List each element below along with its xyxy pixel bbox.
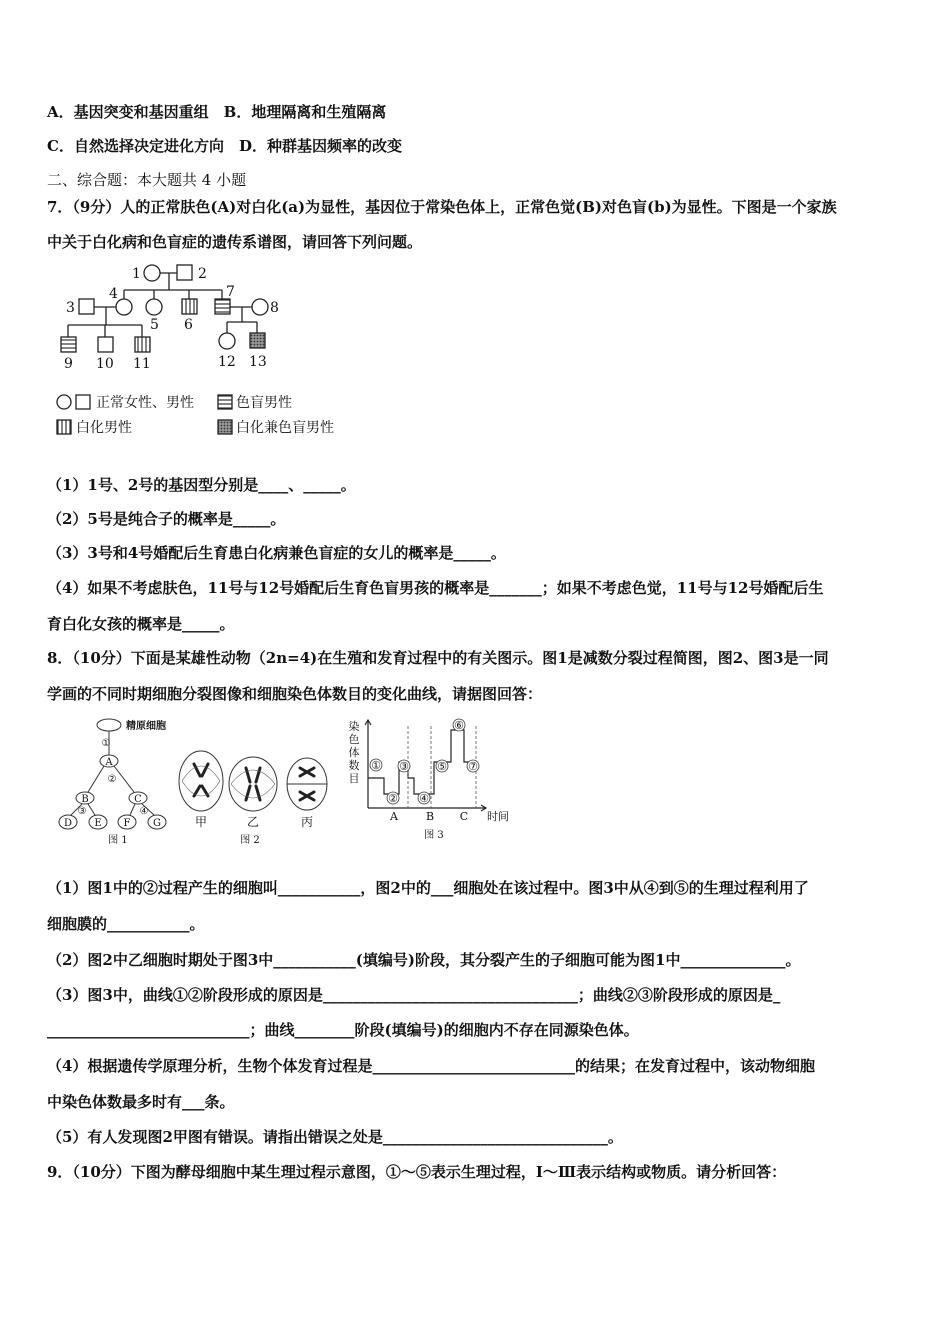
figure-2-cell-division [174, 746, 332, 846]
option-cd: C．自然选择决定进化方向 D．种群基因频率的改变 [47, 137, 402, 155]
xtick-a: A [390, 810, 398, 823]
section-heading: 二、综合题：本大题共 4 小题 [47, 171, 247, 189]
q7-part-3: （3）3号和4号婚配后生育患白化病兼色盲症的女儿的概率是_____。 [47, 544, 506, 562]
individual-10 [98, 337, 113, 352]
label-12: 12 [218, 354, 236, 370]
cell-bing-label: 丙 [300, 815, 314, 829]
label-8: 8 [270, 300, 279, 316]
label-1: 1 [132, 266, 141, 282]
legend-albino-icon [57, 420, 71, 434]
legend-normal-female-icon [57, 395, 71, 409]
individual-9 [61, 337, 76, 352]
node-a-label: A [105, 757, 113, 768]
xtick-b: B [425, 810, 435, 823]
q9-stem: 9．（10分）下图为酵母细胞中某生理过程示意图，①～⑤表示生理过程，Ⅰ～Ⅲ表示结构或物质。请分析回答： [47, 1163, 787, 1181]
q8-part-1-line2: 细胞膜的___________。 [47, 915, 205, 933]
node-g-label: G [153, 818, 161, 829]
figure-1-meiosis-diagram [52, 716, 182, 846]
fig1-caption: 图 1 [108, 835, 128, 846]
label-4: 4 [109, 286, 118, 302]
q8-stem-1: 8．（10分）下面是某雄性动物（2n=4)在生殖和发育过程中的有关图示。图1是减数分裂过程简图，图2、图3是一同 [47, 649, 829, 667]
node-d-label: D [63, 818, 73, 829]
q8-part-2: （2）图2中乙细胞时期处于图3中___________(填编号)阶段，其分裂产生的子细胞可能为图1中______________。 [47, 951, 801, 969]
q8-part-1-line1: （1）图1中的②过程产生的细胞叫___________，图2中的___细胞处在该过程中。图3中从④到⑤的生理过程利用了 [47, 879, 809, 897]
individual-5 [146, 299, 162, 315]
legend-colorblind-label: 色盲男性 [236, 395, 292, 411]
label-6: 6 [184, 317, 193, 333]
label-10: 10 [96, 356, 114, 372]
chromosome-number-curve [368, 730, 476, 794]
individual-6 [182, 299, 197, 314]
individual-13 [250, 333, 265, 348]
legend-colorblind-icon [218, 395, 232, 409]
individual-8 [252, 299, 268, 315]
fig3-ylabel-2: 色 [348, 733, 360, 746]
individual-7 [215, 299, 230, 314]
pedigree-chart [52, 262, 352, 442]
q8-part-3-line1: （3）图3中，曲线①②阶段形成的原因是__________________________________；曲线②③阶段形成的原因是_ [47, 986, 781, 1004]
label-3: 3 [66, 300, 75, 316]
legend-albino-label: 白化男性 [76, 420, 132, 436]
cell-jia-label: 甲 [194, 815, 208, 829]
node-e-label: E [94, 818, 102, 829]
q7-stem-2: 中关于白化病和色盲症的遗传系谱图，请回答下列问题。 [47, 233, 423, 251]
label-13: 13 [249, 354, 267, 370]
node-f-label: F [123, 818, 131, 829]
fig2-caption: 图 2 [240, 835, 260, 846]
legend-normal-male-icon [76, 395, 90, 409]
q7-part-4-line2: 育白化女孩的概率是_____。 [47, 615, 235, 633]
fig3-caption: 图 3 [424, 830, 444, 841]
fig3-xlabel: 时间 [487, 810, 509, 823]
q8-part-3-line2: ___________________________；曲线________阶段(填编号)的细胞内不存在同源染色体。 [47, 1021, 639, 1039]
stage-6: ⑥ [454, 719, 464, 732]
individual-11 [135, 337, 150, 352]
individual-4 [116, 299, 132, 315]
label-11: 11 [133, 356, 151, 372]
fig3-ylabel-1: 染 [348, 720, 360, 733]
node-c-label: C [134, 794, 142, 805]
label-2: 2 [198, 266, 207, 282]
stage-5: ⑤ [437, 760, 447, 773]
stage-3: ③ [399, 760, 409, 773]
individual-2 [177, 265, 192, 280]
option-ab: A．基因突变和基因重组 B．地理隔离和生殖隔离 [47, 103, 387, 121]
q8-part-4-line1: （4）根据遗传学原理分析，生物个体发育过程是___________________________的结果；在发育过程中，该动物细胞 [47, 1057, 815, 1075]
q8-part-4-line2: 中染色体数最多时有___条。 [47, 1093, 235, 1111]
stage-7: ⑦ [468, 760, 478, 773]
fig3-ylabel-5: 目 [348, 772, 360, 785]
fig3-ylabel-4: 数 [348, 759, 360, 772]
label-7: 7 [226, 284, 235, 300]
label-9: 9 [64, 356, 73, 372]
legend-normal-label: 正常女性、男性 [96, 395, 194, 411]
step-2: ② [107, 774, 117, 785]
fig1-title: 精原细胞 [126, 721, 166, 732]
fig3-ylabel-3: 体 [348, 746, 360, 759]
step-3: ③ [77, 806, 87, 817]
node-b-label: B [81, 794, 89, 805]
figure-3-chromosome-curve [346, 716, 516, 844]
stage-4: ④ [419, 792, 429, 805]
legend-both-label: 白化兼色盲男性 [236, 420, 334, 436]
q8-stem-2: 学画的不同时期细胞分裂图像和细胞染色体数目的变化曲线，请据图回答： [47, 685, 543, 703]
individual-3 [79, 299, 94, 314]
q7-stem-1: 7．（9分）人的正常肤色(A)对白化(a)为显性，基因位于常染色体上，正常色觉(B)对色盲(b)为显性。下图是一个家族 [47, 198, 837, 216]
spermatogonium-node [97, 719, 121, 731]
cell-jia [179, 751, 223, 811]
step-1: ① [101, 738, 111, 749]
stage-2: ② [388, 792, 398, 805]
q7-part-4-line1: （4）如果不考虑肤色，11号与12号婚配后生育色盲男孩的概率是_______；如果不考虑色觉，11号与12号婚配后生 [47, 579, 824, 597]
xtick-c: C [459, 810, 469, 823]
stage-1: ① [371, 759, 381, 772]
q8-part-5: （5）有人发现图2甲图有错误。请指出错误之处是______________________________。 [47, 1128, 623, 1146]
cell-yi-label: 乙 [246, 815, 260, 829]
individual-12 [219, 333, 235, 349]
label-5: 5 [150, 317, 159, 333]
cell-yi [229, 757, 277, 811]
legend-both-icon [218, 420, 232, 434]
q7-part-1: （1）1号、2号的基因型分别是____、_____。 [47, 476, 356, 494]
q7-part-2: （2）5号是纯合子的概率是_____。 [47, 510, 286, 528]
step-4: ④ [139, 806, 149, 817]
individual-1 [144, 265, 160, 281]
